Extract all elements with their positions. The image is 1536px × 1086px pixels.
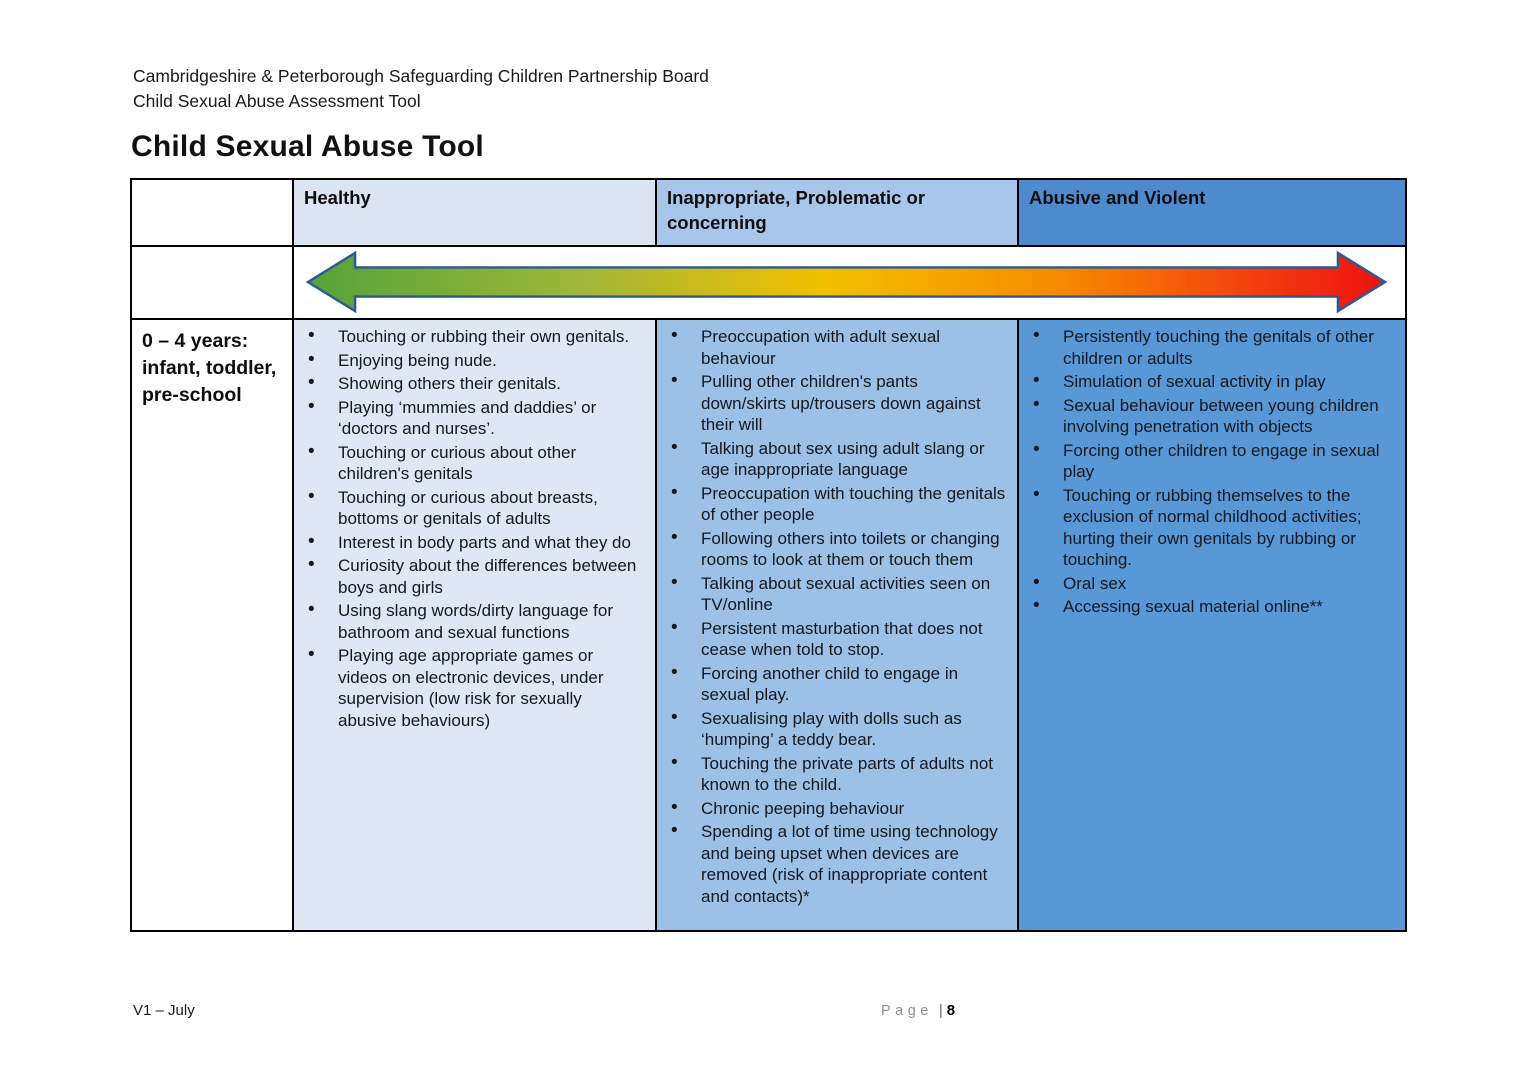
bullet-item: • Chronic peeping behaviour (657, 798, 1011, 820)
bullet-item: • Touching or curious about other children's genitals (294, 442, 649, 485)
bullet-item: • Spending a lot of time using technology and being upset when devices are removed (risk of inappropriate content and contacts)* (657, 821, 1011, 907)
bullet-item: • Showing others their genitals. (294, 373, 649, 395)
bullet-item: • Interest in body parts and what they do (294, 532, 649, 554)
bullet-item: • Simulation of sexual activity in play (1019, 371, 1399, 393)
page-title: Child Sexual Abuse Tool (131, 130, 484, 163)
column-header-healthy: Healthy (293, 179, 656, 246)
bullet-item: • Sexualising play with dolls such as ‘humping’ a teddy bear. (657, 708, 1011, 751)
age-group-row (131, 319, 1406, 931)
inappropriate-behaviours-list (657, 326, 1011, 907)
bullet-item: • Sexual behaviour between young children involving penetration with objects (1019, 395, 1399, 438)
healthy-behaviours-cell (293, 319, 656, 931)
bullet-item: • Touching or rubbing their own genitals. (294, 326, 649, 348)
bullet-item: • Oral sex (1019, 573, 1399, 595)
column-header-abusive: Abusive and Violent (1018, 179, 1406, 246)
footer-version-text: V1 – July (133, 1002, 195, 1019)
inappropriate-behaviours-cell (656, 319, 1018, 931)
severity-arrow-cell (293, 246, 1406, 319)
bullet-item: • Pulling other children's pants down/skirts up/trousers down against their will (657, 371, 1011, 436)
bullet-item: • Forcing another child to engage in sexual play. (657, 663, 1011, 706)
severity-gradient-arrow-icon (306, 251, 1387, 313)
arrow-row-spacer-cell (131, 246, 293, 319)
bullet-item: • Touching or rubbing themselves to the exclusion of normal childhood activities; hurting their own genitals by rubbing or touching. (1019, 485, 1399, 571)
column-header-inappropriate: Inappropriate, Problematic or concerning (656, 179, 1018, 246)
footer-page-separator: | (938, 1002, 943, 1019)
bullet-item: • Talking about sexual activities seen on TV/online (657, 573, 1011, 616)
bullet-item: • Preoccupation with adult sexual behaviour (657, 326, 1011, 369)
bullet-item: • Curiosity about the differences between boys and girls (294, 555, 649, 598)
bullet-item: • Persistently touching the genitals of other children or adults (1019, 326, 1399, 369)
bullet-item: • Preoccupation with touching the genitals of other people (657, 483, 1011, 526)
footer-page-label: Page (881, 1003, 933, 1019)
bullet-item: • Playing ‘mummies and daddies’ or ‘doctors and nurses’. (294, 397, 649, 440)
bullet-item: • Forcing other children to engage in sexual play (1019, 440, 1399, 483)
header-line-2: Child Sexual Abuse Assessment Tool (133, 91, 421, 111)
abusive-behaviours-list (1019, 326, 1399, 618)
footer-page-number: 8 (946, 1002, 956, 1019)
bullet-item: • Enjoying being nude. (294, 350, 649, 372)
bullet-item: • Touching the private parts of adults not known to the child. (657, 753, 1011, 796)
document-header (133, 64, 709, 114)
double-arrow-shape (308, 253, 1385, 311)
bullet-item: • Playing age appropriate games or videos on electronic devices, under supervision (low risk for sexually abusive behaviours) (294, 645, 649, 731)
abusive-behaviours-cell (1018, 319, 1406, 931)
age-group-label: 0 – 4 years: infant, toddler, pre-school (131, 319, 293, 931)
bullet-item: • Following others into toilets or changing rooms to look at them or touch them (657, 528, 1011, 571)
bullet-item: • Persistent masturbation that does not cease when told to stop. (657, 618, 1011, 661)
bullet-item: • Using slang words/dirty language for bathroom and sexual functions (294, 600, 649, 643)
footer-page-indicator (881, 1002, 955, 1019)
header-line-1: Cambridgeshire & Peterborough Safeguarding Children Partnership Board (133, 66, 709, 86)
table-header-row (131, 179, 1406, 246)
page-footer (133, 1002, 1408, 1019)
bullet-item: • Accessing sexual material online** (1019, 596, 1399, 618)
corner-cell (131, 179, 293, 246)
assessment-table (130, 178, 1407, 932)
bullet-item: • Touching or curious about breasts, bottoms or genitals of adults (294, 487, 649, 530)
healthy-behaviours-list (294, 326, 649, 731)
bullet-item: • Talking about sex using adult slang or age inappropriate language (657, 438, 1011, 481)
severity-arrow-row (131, 246, 1406, 319)
